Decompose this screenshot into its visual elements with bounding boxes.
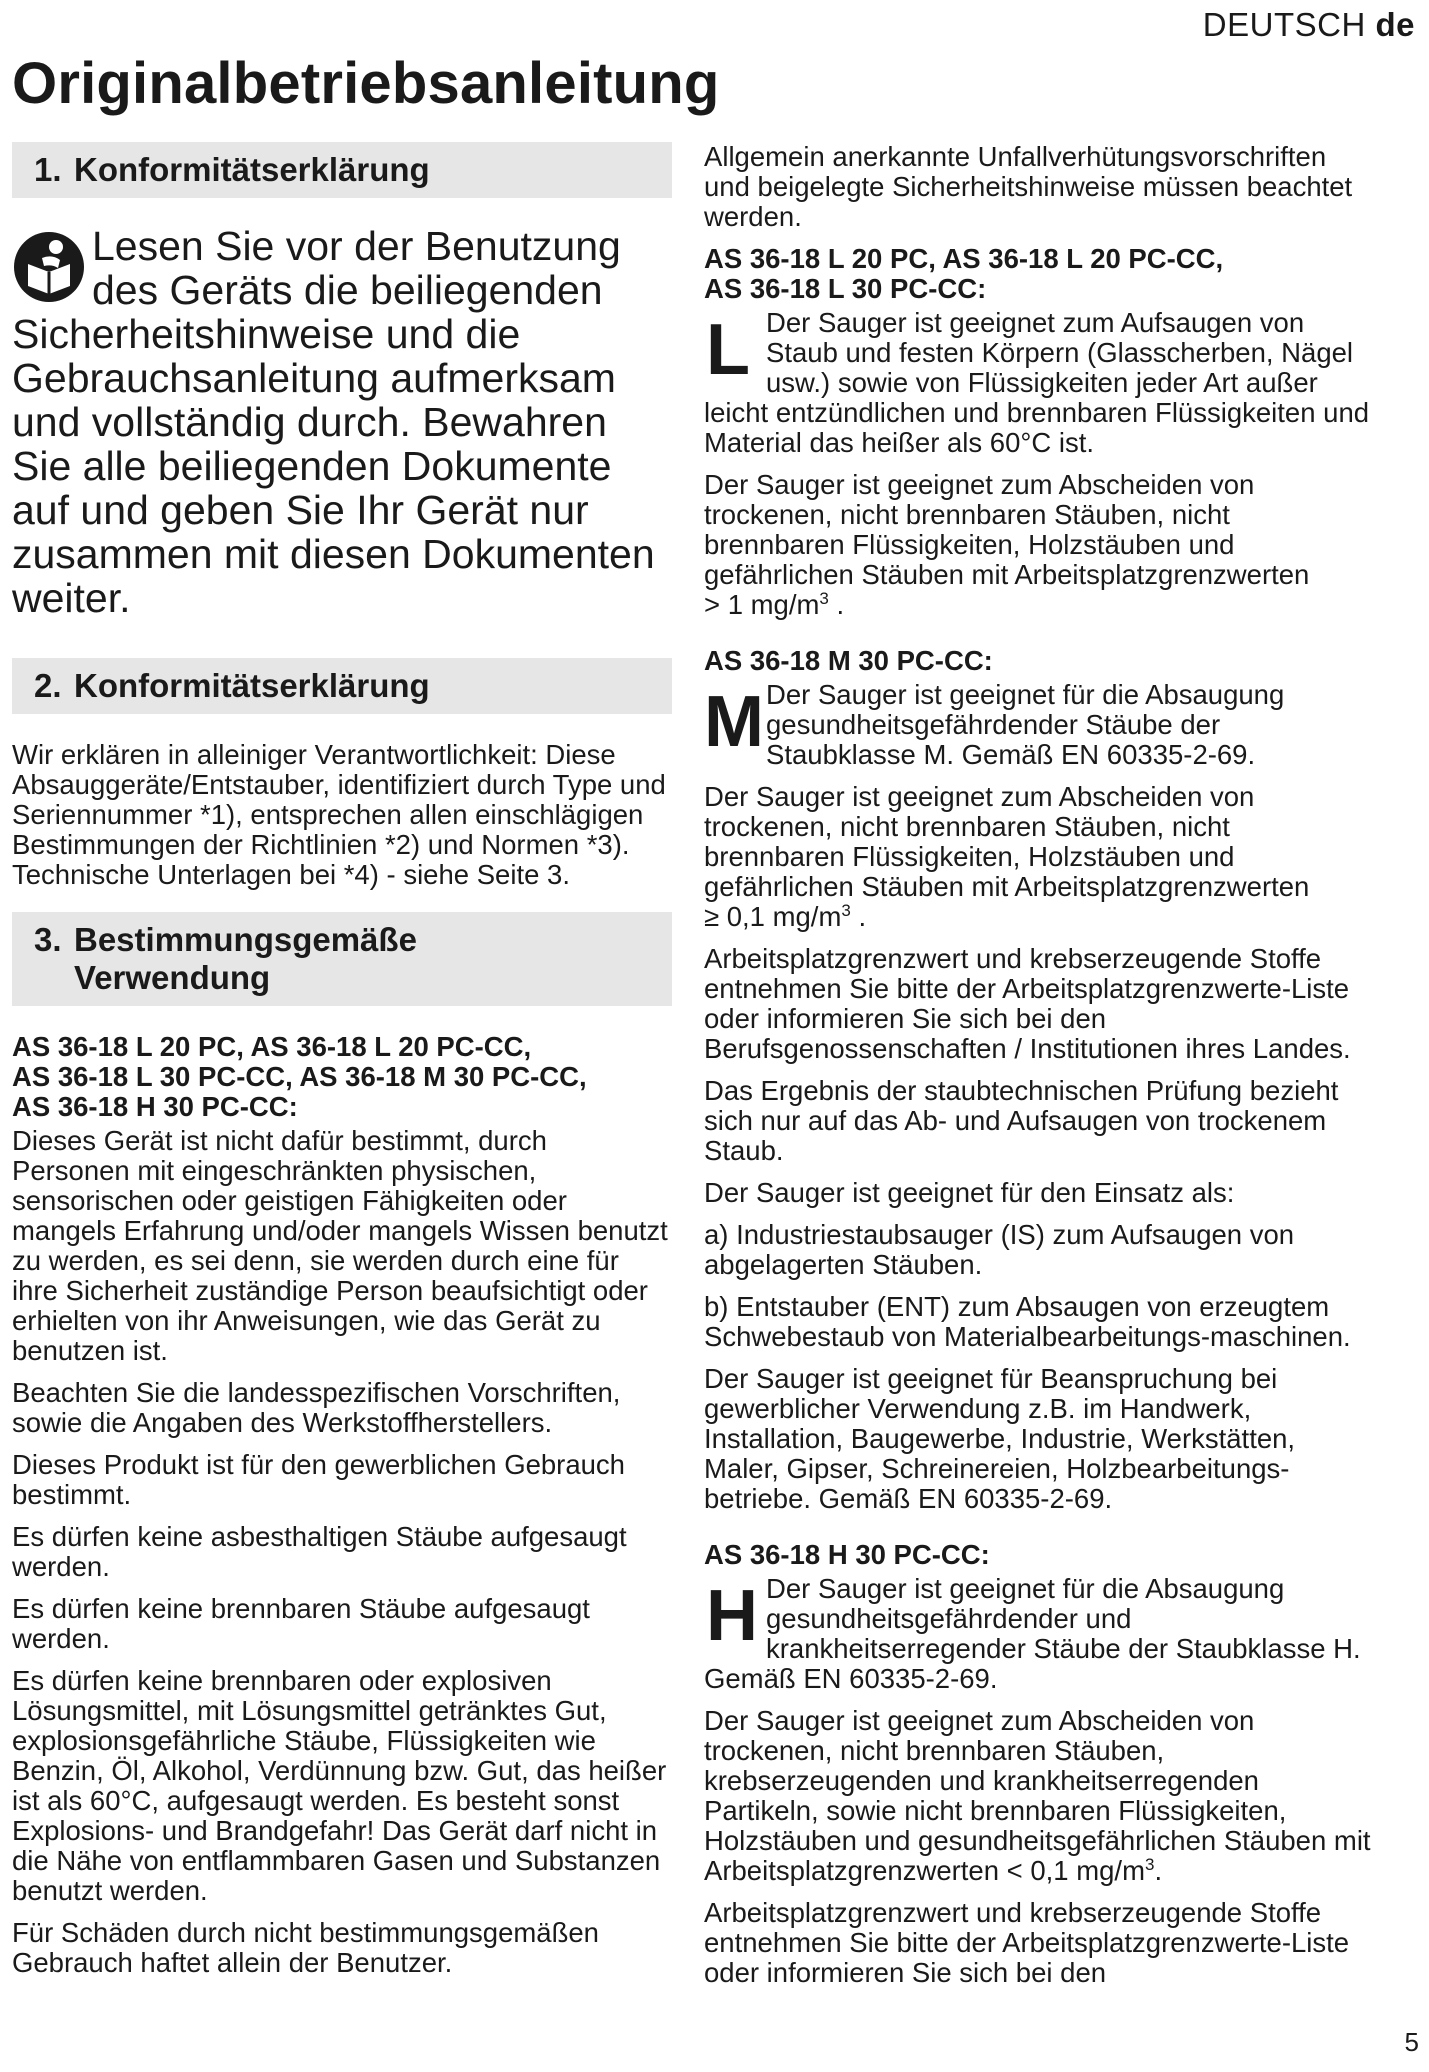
models-list: AS 36-18 L 20 PC, AS 36-18 L 20 PC-CC, AS 36-18 L 30 PC-CC, AS 36-18 M 30 PC-CC, AS 36-18 H 30 PC-CC: — [12, 1031, 587, 1122]
usage-paragraph: Dieses Gerät ist nicht dafür bestimmt, durch Personen mit eingeschränkten physischen, sensorischen oder geistigen Fähigkeiten oder mangels Erfahrung und/oder mangels Wissen benutzt zu werden, es sei denn, sie werden durch eine für ihre Sicherheit zuständige Person beaufsichtigt oder erhielten von ihr Anweisungen, wie das Gerät zu benutzen ist. — [12, 1125, 668, 1366]
h-class-paragraph-2: Der Sauger ist geeignet zum Abscheiden von trockenen, nicht brennbaren Stäuben, krebserzeugenden und krankheitserregenden Partikeln, sowie nicht brennbaren Flüssigkeiten, Holzstäuben und gesundheitsgefährlichen Stäuben mit Arbeitsplatzgrenzwerten < 0,1 $mg/m^3$. — [704, 1705, 1371, 1886]
m-class-paragraph-7: b) Entstauber (ENT) zum Absaugen von erzeugtem Schwebestaub von Materialbearbeitungs-maschinen. — [704, 1291, 1351, 1352]
dust-class-m-letter: M — [704, 684, 762, 750]
section-2-heading: 2. Konformitätserklärung — [12, 658, 672, 714]
m-class-paragraph-2: Der Sauger ist geeignet zum Abscheiden von trockenen, nicht brennbaren Stäuben, nicht brennbaren Flüssigkeiten, Holzstäuben und gefährlichen Stäuben mit Arbeitsplatzgrenzwerten ≥ 0,1 $mg/m^3$ . — [704, 781, 1310, 932]
read-manual-icon — [12, 230, 86, 304]
m-class-paragraph: M Der Sauger ist geeignet für die Absaugung gesundheitsgefährdender Stäube der Staubklasse M. Gemäß EN 60335-2-69. — [704, 679, 1285, 770]
h-class-paragraph-3: Arbeitsplatzgrenzwert und krebserzeugende Stoffe entnehmen Sie bitte der Arbeitsplatzgrenzwerte-Liste oder informieren Sie sich bei den — [704, 1897, 1350, 1988]
safety-intro-text: Lesen Sie vor der Benutzung des Geräts die beiliegenden Sicherheitshinweise und die Gebrauchsanleitung aufmerksam und vollständig durch. Bewahren Sie alle beiliegenden Dokumente auf und geben Sie Ihr Gerät nur zusammen mit diesen Dokumenten weiter. — [12, 223, 655, 621]
language-code: de — [1375, 6, 1415, 43]
conformity-text: Wir erklären in alleiniger Verantwortlichkeit: Diese Absauggeräte/Entstauber, identifiziert durch Type und Seriennummer *1), entsprechen allen einschlägigen Bestimmungen der Richtlinien *2) und Normen *3). Technische Unterlagen bei *4) - siehe Seite 3. — [12, 739, 666, 890]
h-class-paragraph: H Der Sauger ist geeignet für die Absaugung gesundheitsgefährdender und krankheitserregender Stäube der Staubklasse H. Gemäß EN 60335-2-69. — [704, 1573, 1361, 1694]
page-number: 5 — [1404, 2027, 1419, 2057]
usage-paragraph: Es dürfen keine brennbaren oder explosiven Lösungsmittel, mit Lösungsmittel getränktes Gut, explosionsgefährliche Stäube, Flüssigkeiten wie Benzin, Öl, Alkohol, Verdünnung bzw. Gut, das heißer ist als 60°C, aufgesaugt werden. Es besteht sonst Explosions- und Brandgefahr! Das Gerät darf nicht in die Nähe von entflammbaren Gasen und Substanzen benutzt werden. — [12, 1665, 667, 1906]
language-name: DEUTSCH — [1202, 6, 1366, 43]
m-class-paragraph-8: Der Sauger ist geeignet für Beanspruchung bei gewerblicher Verwendung z.B. im Handwerk, Installation, Baugewerbe, Industrie, Werkstätten, Maler, Gipser, Schreinereien, Holzbearbeitungs-betriebe. Gemäß EN 60335-2-69. — [704, 1363, 1296, 1514]
l-class-paragraph-2: Der Sauger ist geeignet zum Abscheiden von trockenen, nicht brennbaren Stäuben, nicht brennbaren Flüssigkeiten, Holzstäuben und gefährlichen Stäuben mit Arbeitsplatzgrenzwerten > 1 $mg/m^3$ . — [704, 469, 1310, 620]
l-class-models: AS 36-18 L 20 PC, AS 36-18 L 20 PC-CC, AS 36-18 L 30 PC-CC: — [704, 243, 1224, 304]
section-1-heading: 1. Konformitätserklärung — [12, 142, 672, 198]
m-class-paragraph-3: Arbeitsplatzgrenzwert und krebserzeugende Stoffe entnehmen Sie bitte der Arbeitsplatzgrenzwerte-Liste oder informieren Sie sich bei den Berufsgenossenschaften / Institutionen ihres Landes. — [704, 943, 1351, 1064]
usage-paragraph: Es dürfen keine brennbaren Stäube aufgesaugt werden. — [12, 1593, 590, 1654]
m-class-paragraph-5: Der Sauger ist geeignet für den Einsatz als: — [704, 1177, 1235, 1208]
dust-class-h-icon — [704, 1578, 762, 1644]
section-3-heading: 3. Bestimmungsgemäße Verwendung — [12, 912, 672, 1006]
right-column — [704, 142, 1374, 2000]
dust-class-m-icon — [704, 684, 762, 750]
l-class-paragraph: L Der Sauger ist geeignet zum Aufsaugen von Staub und festen Körpern (Glasscherben, Nägel usw.) sowie von Flüssigkeiten jeder Art außer leicht entzündlichen und brennbaren Flüssigkeiten und Material das heißer als 60°C ist. — [704, 307, 1370, 458]
left-column — [12, 142, 672, 1990]
dust-class-l-letter: L — [706, 312, 750, 378]
usage-paragraph: Dieses Produkt ist für den gewerblichen Gebrauch bestimmt. — [12, 1449, 625, 1510]
usage-paragraph: Es dürfen keine asbesthaltigen Stäube aufgesaugt werden. — [12, 1521, 627, 1582]
usage-paragraph: Beachten Sie die landesspezifischen Vorschriften, sowie die Angaben des Werkstoffherstellers. — [12, 1377, 621, 1438]
page-title: Originalbetriebsanleitung — [12, 51, 720, 116]
dust-class-h-letter: H — [706, 1578, 758, 1644]
h-class-models: AS 36-18 H 30 PC-CC: — [704, 1539, 990, 1570]
m-class-paragraph-6: a) Industriestaubsauger (IS) zum Aufsaugen von abgelagerten Stäuben. — [704, 1219, 1295, 1280]
dust-class-l-icon — [704, 312, 762, 378]
language-label — [1203, 6, 1415, 44]
safety-intro — [12, 224, 672, 620]
m-class-models: AS 36-18 M 30 PC-CC: — [704, 645, 993, 676]
usage-paragraph: Für Schäden durch nicht bestimmungsgemäßen Gebrauch haftet allein der Benutzer. — [12, 1917, 599, 1978]
m-class-paragraph-4: Das Ergebnis der staubtechnischen Prüfung bezieht sich nur auf das Ab- und Aufsaugen von trockenem Staub. — [704, 1075, 1339, 1166]
general-intro: Allgemein anerkannte Unfallverhütungsvorschriften und beigelegte Sicherheitshinweise müssen beachtet werden. — [704, 141, 1353, 232]
